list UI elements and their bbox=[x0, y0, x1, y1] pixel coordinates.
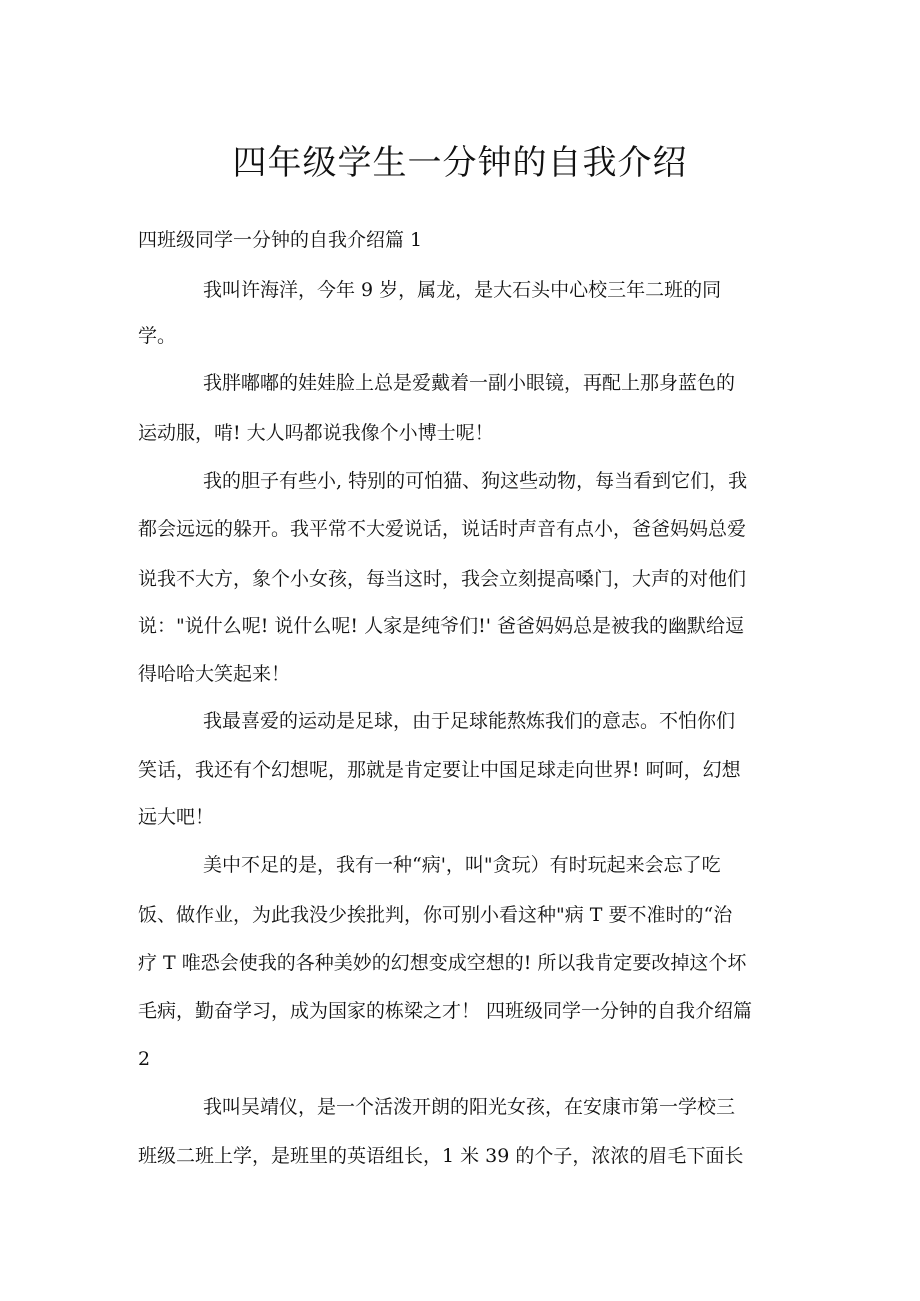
text-line: 都会远远的躲开。我平常不大爱说话，说话时声音有点小，爸爸妈妈总爱 bbox=[138, 518, 747, 540]
text-line: 笑话，我还有个幻想呢，那就是肯定要让中国足球走向世界! 呵呵，幻想 bbox=[138, 759, 741, 781]
text-line: 毛病，勤奋学习，成为国家的栋梁之才！ 四班级同学一分钟的自我介绍篇 bbox=[138, 1000, 753, 1022]
document-title: 四年级学生一分钟的自我介绍 bbox=[232, 143, 688, 183]
text-line: 说："说什么呢! 说什么呢! 人家是纯爷们!' 爸爸妈妈总是被我的幽默给逗 bbox=[138, 615, 744, 637]
text-line: 我的胆子有些小, 特别的可怕猫、狗这些动物，每当看到它们，我 bbox=[203, 470, 748, 492]
text-line: 说我不大方，象个小女孩，每当这时，我会立刻提高嗓门，大声的对他们 bbox=[138, 568, 747, 590]
text-line: 美中不足的是，我有一种“病'，叫"贪玩）有时玩起来会忘了吃 bbox=[203, 854, 721, 876]
text-line: 学。 bbox=[138, 325, 177, 347]
text-line: 饭、做作业，为此我没少挨批判，你可别小看这种"病 T 要不准时的“治 bbox=[138, 904, 733, 926]
text-line: 运动服，啃! 大人吗都说我像个小博士呢！ bbox=[138, 422, 494, 444]
text-line: 我胖嘟嘟的娃娃脸上总是爱戴着一副小眼镜，再配上那身蓝色的 bbox=[203, 372, 736, 394]
section-heading-1: 四班级同学一分钟的自我介绍篇 1 bbox=[138, 229, 423, 251]
text-line: 班级二班上学，是班里的英语组长，1 米 39 的个子，浓浓的眉毛下面长 bbox=[138, 1145, 744, 1167]
text-line: 我叫许海洋，今年 9 岁，属龙，是大石头中心校三年二班的同 bbox=[203, 279, 722, 301]
text-line: 疗 T 唯恐会使我的各种美妙的幻想变成空想的! 所以我肯定要改掉这个坏 bbox=[138, 952, 747, 974]
text-line: 2 bbox=[138, 1048, 151, 1070]
text-line: 我最喜爱的运动是足球，由于足球能熬炼我们的意志。不怕你们 bbox=[203, 710, 736, 732]
text-line: 我叫吴靖仪，是一个活泼开朗的阳光女孩，在安康市第一学校三 bbox=[203, 1096, 736, 1118]
text-line: 远大吧！ bbox=[138, 806, 215, 828]
text-line: 得哈哈大笑起来！ bbox=[138, 663, 291, 685]
